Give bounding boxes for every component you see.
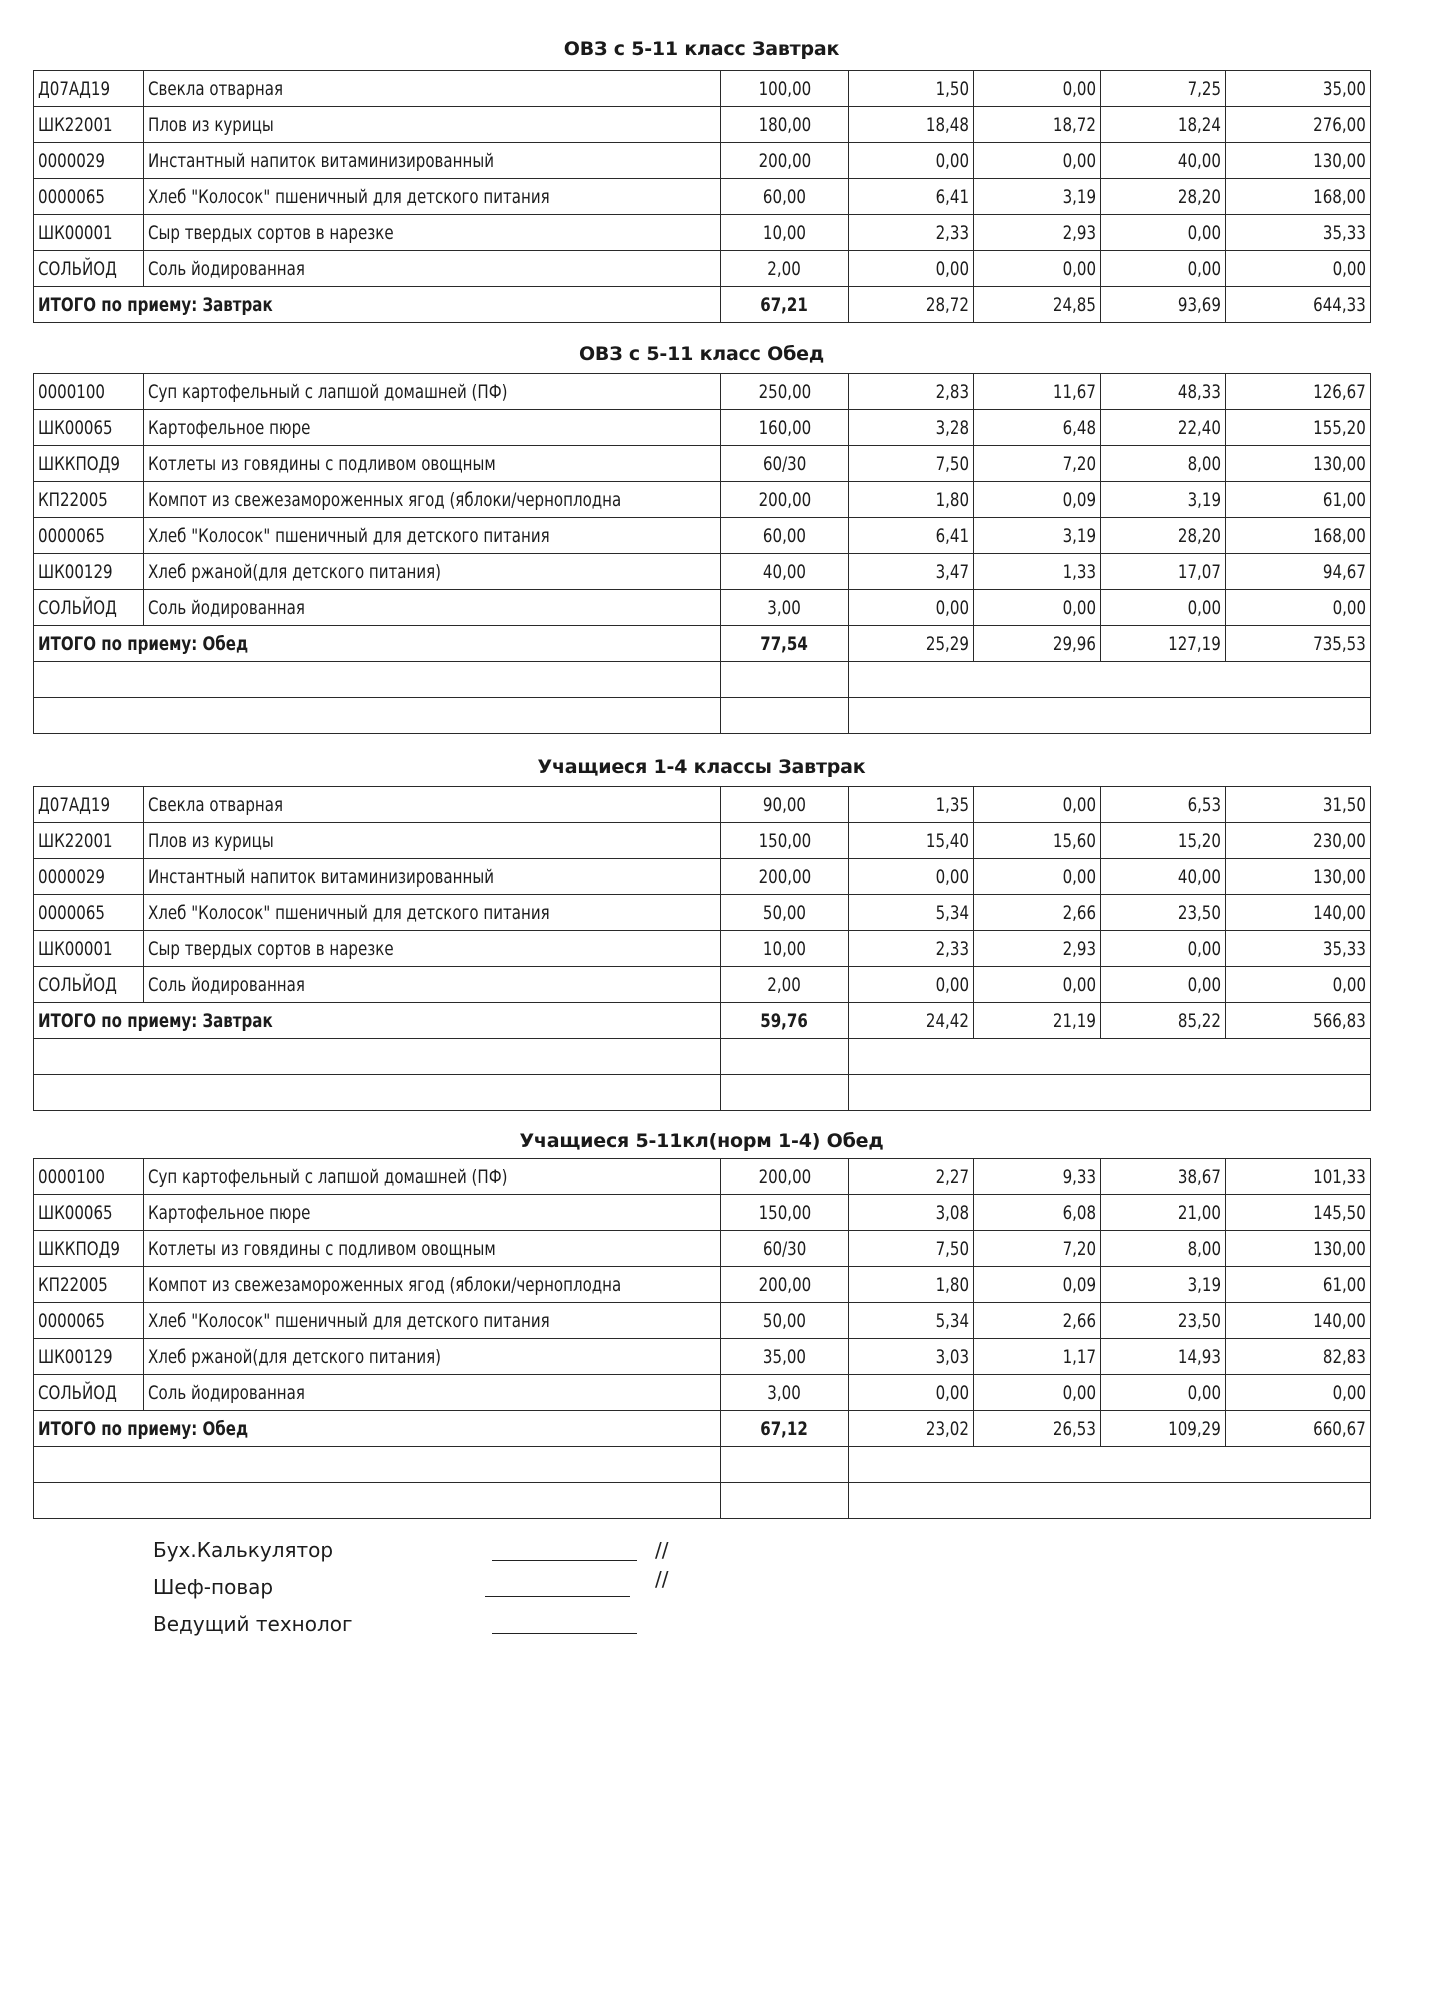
item-quantity: 35,00: [721, 1339, 849, 1375]
item-code: Д07АД19: [34, 71, 144, 107]
item-name: Плов из курицы: [144, 107, 721, 143]
blank-cell: [849, 1039, 1371, 1075]
table-row: [34, 1159, 1371, 1195]
item-name: Компот из свежезамороженных ягод (яблоки/черноплодна: [144, 482, 721, 518]
item-carbs: 7,25: [1101, 71, 1226, 107]
item-code: КП22005: [34, 1267, 144, 1303]
item-carbs: 23,50: [1101, 1303, 1226, 1339]
item-protein: 2,33: [849, 215, 974, 251]
blank-row: [34, 662, 1371, 698]
blank-cell: [721, 1075, 849, 1111]
item-fat: 0,00: [974, 787, 1101, 823]
item-name: Хлеб "Колосок" пшеничный для детского питания: [144, 1303, 721, 1339]
total-kcal: 644,33: [1226, 287, 1371, 323]
item-code: ШК00001: [34, 931, 144, 967]
table-row: [34, 1267, 1371, 1303]
blank-cell: [34, 1039, 721, 1075]
table-row: [34, 1339, 1371, 1375]
item-carbs: 17,07: [1101, 554, 1226, 590]
item-protein: 2,33: [849, 931, 974, 967]
table-row: [34, 554, 1371, 590]
table-row: [34, 410, 1371, 446]
item-quantity: 100,00: [721, 71, 849, 107]
total-carbs: 127,19: [1101, 626, 1226, 662]
item-fat: 2,93: [974, 931, 1101, 967]
item-name: Соль йодированная: [144, 967, 721, 1003]
item-carbs: 6,53: [1101, 787, 1226, 823]
signature-mark-chef: //: [655, 1567, 669, 1591]
item-carbs: 40,00: [1101, 859, 1226, 895]
item-fat: 0,00: [974, 967, 1101, 1003]
item-kcal: 155,20: [1226, 410, 1371, 446]
item-protein: 3,28: [849, 410, 974, 446]
table-grade1-4-breakfast: [33, 786, 1371, 1111]
item-kcal: 130,00: [1226, 859, 1371, 895]
item-quantity: 2,00: [721, 251, 849, 287]
item-kcal: 130,00: [1226, 143, 1371, 179]
item-fat: 7,20: [974, 1231, 1101, 1267]
item-code: ШККПОД9: [34, 446, 144, 482]
table-row: [34, 859, 1371, 895]
item-name: Хлеб "Колосок" пшеничный для детского питания: [144, 179, 721, 215]
item-kcal: 0,00: [1226, 1375, 1371, 1411]
table-row: [34, 931, 1371, 967]
total-quantity: 67,21: [721, 287, 849, 323]
item-code: ШК22001: [34, 823, 144, 859]
item-code: СОЛЬЙОД: [34, 251, 144, 287]
item-name: Котлеты из говядины с подливом овощным: [144, 446, 721, 482]
item-protein: 5,34: [849, 895, 974, 931]
item-name: Плов из курицы: [144, 823, 721, 859]
table-row: [34, 215, 1371, 251]
blank-cell: [34, 698, 721, 734]
table-row: [34, 107, 1371, 143]
total-row: [34, 287, 1371, 323]
item-code: ШК00129: [34, 1339, 144, 1375]
total-protein: 25,29: [849, 626, 974, 662]
item-code: КП22005: [34, 482, 144, 518]
item-kcal: 35,33: [1226, 931, 1371, 967]
item-quantity: 200,00: [721, 143, 849, 179]
blank-cell: [849, 1447, 1371, 1483]
item-fat: 7,20: [974, 446, 1101, 482]
item-quantity: 150,00: [721, 823, 849, 859]
blank-cell: [721, 1039, 849, 1075]
blank-cell: [849, 662, 1371, 698]
item-code: СОЛЬЙОД: [34, 590, 144, 626]
item-kcal: 31,50: [1226, 787, 1371, 823]
blank-row: [34, 1483, 1371, 1519]
item-protein: 0,00: [849, 1375, 974, 1411]
item-quantity: 3,00: [721, 1375, 849, 1411]
item-code: СОЛЬЙОД: [34, 1375, 144, 1411]
item-name: Хлеб "Колосок" пшеничный для детского питания: [144, 518, 721, 554]
item-kcal: 101,33: [1226, 1159, 1371, 1195]
item-name: Соль йодированная: [144, 251, 721, 287]
item-fat: 0,09: [974, 482, 1101, 518]
table-row: [34, 518, 1371, 554]
signature-mark-accountant: //: [655, 1538, 669, 1562]
item-kcal: 168,00: [1226, 518, 1371, 554]
item-carbs: 3,19: [1101, 482, 1226, 518]
item-quantity: 60,00: [721, 179, 849, 215]
item-protein: 1,50: [849, 71, 974, 107]
item-kcal: 35,33: [1226, 215, 1371, 251]
item-quantity: 200,00: [721, 1267, 849, 1303]
item-name: Свекла отварная: [144, 71, 721, 107]
item-protein: 7,50: [849, 1231, 974, 1267]
blank-cell: [721, 662, 849, 698]
item-name: Картофельное пюре: [144, 410, 721, 446]
item-code: 0000029: [34, 143, 144, 179]
item-kcal: 145,50: [1226, 1195, 1371, 1231]
item-name: Компот из свежезамороженных ягод (яблоки/черноплодна: [144, 1267, 721, 1303]
item-fat: 0,00: [974, 71, 1101, 107]
item-kcal: 61,00: [1226, 482, 1371, 518]
item-code: ШККПОД9: [34, 1231, 144, 1267]
section-title-ovz-breakfast: ОВЗ с 5-11 класс Завтрак: [563, 38, 840, 60]
item-name: Инстантный напиток витаминизированный: [144, 859, 721, 895]
item-name: Сыр твердых сортов в нарезке: [144, 215, 721, 251]
item-name: Свекла отварная: [144, 787, 721, 823]
item-code: 0000065: [34, 179, 144, 215]
total-kcal: 735,53: [1226, 626, 1371, 662]
item-carbs: 8,00: [1101, 1231, 1226, 1267]
table-row: [34, 895, 1371, 931]
item-carbs: 28,20: [1101, 179, 1226, 215]
signature-line-accountant[interactable]: [492, 1560, 637, 1561]
blank-cell: [849, 698, 1371, 734]
item-kcal: 140,00: [1226, 895, 1371, 931]
signature-role-chef: Шеф-повар: [153, 1575, 274, 1599]
total-kcal: 566,83: [1226, 1003, 1371, 1039]
item-carbs: 0,00: [1101, 931, 1226, 967]
item-protein: 7,50: [849, 446, 974, 482]
item-kcal: 61,00: [1226, 1267, 1371, 1303]
item-protein: 1,80: [849, 1267, 974, 1303]
item-protein: 0,00: [849, 859, 974, 895]
total-kcal: 660,67: [1226, 1411, 1371, 1447]
item-protein: 1,35: [849, 787, 974, 823]
total-quantity: 59,76: [721, 1003, 849, 1039]
item-kcal: 140,00: [1226, 1303, 1371, 1339]
table-ovz-breakfast: [33, 70, 1371, 323]
item-code: ШК00065: [34, 1195, 144, 1231]
item-code: Д07АД19: [34, 787, 144, 823]
blank-cell: [34, 1075, 721, 1111]
table-row: [34, 1375, 1371, 1411]
item-carbs: 0,00: [1101, 967, 1226, 1003]
item-name: Хлеб ржаной(для детского питания): [144, 1339, 721, 1375]
table-ovz-lunch: [33, 373, 1371, 734]
blank-cell: [721, 698, 849, 734]
blank-cell: [34, 1483, 721, 1519]
item-fat: 3,19: [974, 179, 1101, 215]
item-fat: 15,60: [974, 823, 1101, 859]
item-quantity: 200,00: [721, 1159, 849, 1195]
blank-cell: [34, 662, 721, 698]
table-row: [34, 1231, 1371, 1267]
item-code: 0000100: [34, 1159, 144, 1195]
item-name: Картофельное пюре: [144, 1195, 721, 1231]
total-label: ИТОГО по приему: Завтрак: [34, 287, 721, 323]
item-fat: 0,00: [974, 1375, 1101, 1411]
item-carbs: 0,00: [1101, 1375, 1226, 1411]
item-fat: 2,93: [974, 215, 1101, 251]
item-fat: 11,67: [974, 374, 1101, 410]
total-protein: 24,42: [849, 1003, 974, 1039]
item-kcal: 0,00: [1226, 251, 1371, 287]
item-name: Котлеты из говядины с подливом овощным: [144, 1231, 721, 1267]
section-title-grade1-4-breakfast: Учащиеся 1-4 классы Завтрак: [537, 756, 866, 778]
item-carbs: 21,00: [1101, 1195, 1226, 1231]
table-row: [34, 787, 1371, 823]
item-name: Соль йодированная: [144, 590, 721, 626]
item-protein: 0,00: [849, 590, 974, 626]
item-carbs: 22,40: [1101, 410, 1226, 446]
table-row: [34, 179, 1371, 215]
item-quantity: 2,00: [721, 967, 849, 1003]
table-row: [34, 590, 1371, 626]
item-fat: 0,00: [974, 143, 1101, 179]
blank-row: [34, 1447, 1371, 1483]
item-kcal: 168,00: [1226, 179, 1371, 215]
item-quantity: 10,00: [721, 931, 849, 967]
item-kcal: 0,00: [1226, 590, 1371, 626]
item-kcal: 35,00: [1226, 71, 1371, 107]
item-code: 0000029: [34, 859, 144, 895]
blank-cell: [34, 1447, 721, 1483]
total-fat: 24,85: [974, 287, 1101, 323]
item-code: ШК00129: [34, 554, 144, 590]
item-carbs: 0,00: [1101, 215, 1226, 251]
item-name: Хлеб ржаной(для детского питания): [144, 554, 721, 590]
item-fat: 18,72: [974, 107, 1101, 143]
item-kcal: 276,00: [1226, 107, 1371, 143]
signature-line-technologist[interactable]: [492, 1633, 637, 1634]
item-code: 0000100: [34, 374, 144, 410]
item-carbs: 14,93: [1101, 1339, 1226, 1375]
item-carbs: 15,20: [1101, 823, 1226, 859]
item-carbs: 18,24: [1101, 107, 1226, 143]
total-label: ИТОГО по приему: Обед: [34, 626, 721, 662]
item-kcal: 82,83: [1226, 1339, 1371, 1375]
total-fat: 21,19: [974, 1003, 1101, 1039]
item-fat: 0,00: [974, 859, 1101, 895]
item-code: СОЛЬЙОД: [34, 967, 144, 1003]
item-quantity: 200,00: [721, 482, 849, 518]
item-carbs: 8,00: [1101, 446, 1226, 482]
item-quantity: 180,00: [721, 107, 849, 143]
table-row: [34, 251, 1371, 287]
item-fat: 9,33: [974, 1159, 1101, 1195]
total-quantity: 67,12: [721, 1411, 849, 1447]
item-code: 0000065: [34, 895, 144, 931]
blank-cell: [721, 1483, 849, 1519]
item-protein: 3,03: [849, 1339, 974, 1375]
item-name: Сыр твердых сортов в нарезке: [144, 931, 721, 967]
item-kcal: 130,00: [1226, 1231, 1371, 1267]
total-row: [34, 1003, 1371, 1039]
blank-row: [34, 1075, 1371, 1111]
item-code: 0000065: [34, 518, 144, 554]
total-carbs: 85,22: [1101, 1003, 1226, 1039]
item-carbs: 0,00: [1101, 590, 1226, 626]
item-protein: 15,40: [849, 823, 974, 859]
item-protein: 18,48: [849, 107, 974, 143]
item-quantity: 160,00: [721, 410, 849, 446]
item-kcal: 230,00: [1226, 823, 1371, 859]
item-quantity: 10,00: [721, 215, 849, 251]
item-kcal: 130,00: [1226, 446, 1371, 482]
item-fat: 2,66: [974, 895, 1101, 931]
item-quantity: 3,00: [721, 590, 849, 626]
total-fat: 29,96: [974, 626, 1101, 662]
item-carbs: 48,33: [1101, 374, 1226, 410]
item-name: Суп картофельный с лапшой домашней (ПФ): [144, 374, 721, 410]
total-protein: 28,72: [849, 287, 974, 323]
item-code: ШК22001: [34, 107, 144, 143]
item-protein: 3,47: [849, 554, 974, 590]
item-quantity: 250,00: [721, 374, 849, 410]
total-carbs: 109,29: [1101, 1411, 1226, 1447]
item-quantity: 90,00: [721, 787, 849, 823]
item-protein: 0,00: [849, 967, 974, 1003]
item-protein: 3,08: [849, 1195, 974, 1231]
item-carbs: 28,20: [1101, 518, 1226, 554]
section-title-ovz-lunch: ОВЗ с 5-11 класс Обед: [578, 343, 824, 365]
item-quantity: 60/30: [721, 1231, 849, 1267]
item-code: ШК00001: [34, 215, 144, 251]
total-carbs: 93,69: [1101, 287, 1226, 323]
item-name: Суп картофельный с лапшой домашней (ПФ): [144, 1159, 721, 1195]
item-fat: 1,33: [974, 554, 1101, 590]
item-kcal: 126,67: [1226, 374, 1371, 410]
item-protein: 1,80: [849, 482, 974, 518]
signature-line-chef[interactable]: [485, 1596, 630, 1597]
signature-role-accountant: Бух.Калькулятор: [153, 1538, 334, 1562]
table-row: [34, 1303, 1371, 1339]
total-protein: 23,02: [849, 1411, 974, 1447]
item-code: 0000065: [34, 1303, 144, 1339]
item-protein: 0,00: [849, 143, 974, 179]
item-protein: 5,34: [849, 1303, 974, 1339]
item-code: ШК00065: [34, 410, 144, 446]
item-carbs: 23,50: [1101, 895, 1226, 931]
item-protein: 6,41: [849, 518, 974, 554]
total-quantity: 77,54: [721, 626, 849, 662]
section-title-grade5-11-lunch: Учащиеся 5-11кл(норм 1-4) Обед: [519, 1130, 884, 1152]
table-row: [34, 482, 1371, 518]
item-fat: 0,00: [974, 251, 1101, 287]
item-name: Инстантный напиток витаминизированный: [144, 143, 721, 179]
blank-row: [34, 1039, 1371, 1075]
table-row: [34, 823, 1371, 859]
blank-cell: [721, 1447, 849, 1483]
item-carbs: 38,67: [1101, 1159, 1226, 1195]
item-fat: 0,09: [974, 1267, 1101, 1303]
item-fat: 1,17: [974, 1339, 1101, 1375]
item-protein: 2,27: [849, 1159, 974, 1195]
table-row: [34, 374, 1371, 410]
item-quantity: 200,00: [721, 859, 849, 895]
signature-role-technologist: Ведущий технолог: [153, 1612, 353, 1636]
total-row: [34, 626, 1371, 662]
item-kcal: 0,00: [1226, 967, 1371, 1003]
item-carbs: 0,00: [1101, 251, 1226, 287]
item-quantity: 150,00: [721, 1195, 849, 1231]
blank-cell: [849, 1075, 1371, 1111]
total-label: ИТОГО по приему: Завтрак: [34, 1003, 721, 1039]
table-row: [34, 71, 1371, 107]
item-protein: 2,83: [849, 374, 974, 410]
item-fat: 3,19: [974, 518, 1101, 554]
total-fat: 26,53: [974, 1411, 1101, 1447]
item-fat: 6,08: [974, 1195, 1101, 1231]
item-protein: 6,41: [849, 179, 974, 215]
item-quantity: 60/30: [721, 446, 849, 482]
item-carbs: 3,19: [1101, 1267, 1226, 1303]
blank-cell: [849, 1483, 1371, 1519]
item-kcal: 94,67: [1226, 554, 1371, 590]
item-fat: 2,66: [974, 1303, 1101, 1339]
table-row: [34, 1195, 1371, 1231]
item-quantity: 60,00: [721, 518, 849, 554]
item-protein: 0,00: [849, 251, 974, 287]
blank-row: [34, 698, 1371, 734]
table-row: [34, 143, 1371, 179]
table-row: [34, 446, 1371, 482]
item-carbs: 40,00: [1101, 143, 1226, 179]
table-grade5-11-lunch: [33, 1158, 1371, 1519]
item-quantity: 50,00: [721, 1303, 849, 1339]
item-quantity: 50,00: [721, 895, 849, 931]
item-fat: 6,48: [974, 410, 1101, 446]
item-fat: 0,00: [974, 590, 1101, 626]
total-row: [34, 1411, 1371, 1447]
item-name: Хлеб "Колосок" пшеничный для детского питания: [144, 895, 721, 931]
total-label: ИТОГО по приему: Обед: [34, 1411, 721, 1447]
item-quantity: 40,00: [721, 554, 849, 590]
table-row: [34, 967, 1371, 1003]
item-name: Соль йодированная: [144, 1375, 721, 1411]
